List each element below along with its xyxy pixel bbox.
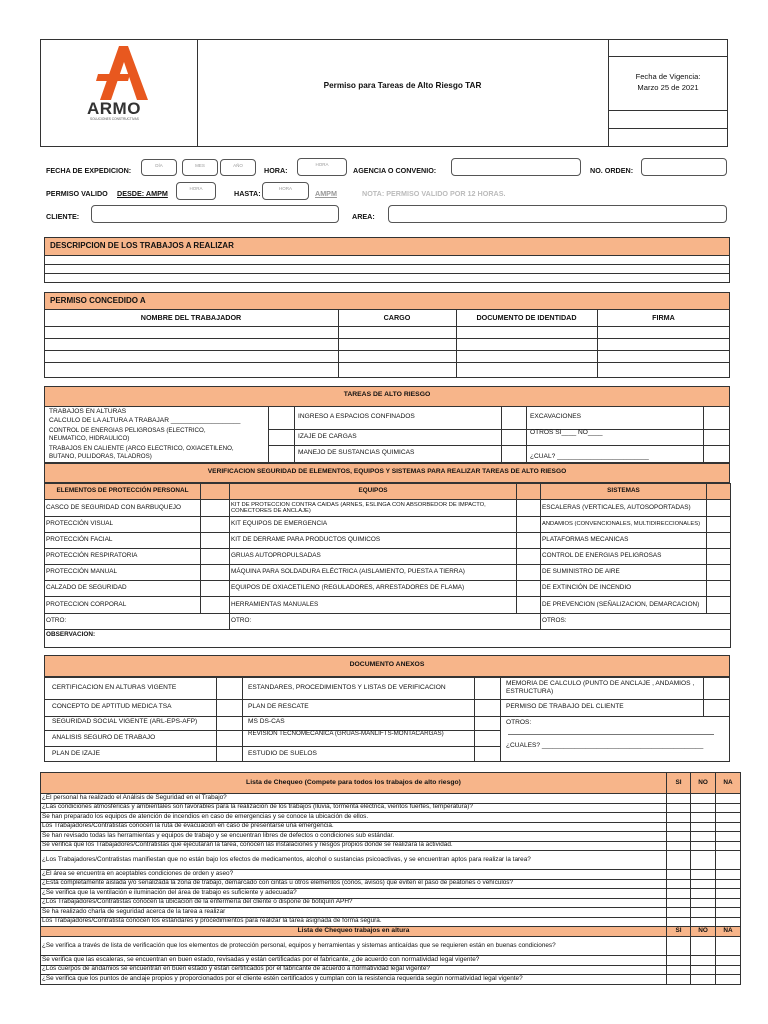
verificacion-title: VERIFICACION SEGURIDAD DE ELEMENTOS, EQUIPOS Y SISTEMAS PARA REALIZAR TAREAS DE ALTO RIESGO — [207, 468, 567, 475]
hora-field[interactable] — [297, 158, 347, 176]
tarea-energias-1: CONTROL DE ENERGIAS PELIGROSAS (ELECTRICO, — [49, 427, 206, 434]
dia-placeholder: DÍA — [155, 163, 163, 168]
checkbox-na[interactable] — [716, 975, 741, 985]
checkbox-cell[interactable] — [201, 517, 230, 533]
checkbox-no[interactable] — [691, 889, 716, 899]
equipo-item: KIT DE DERRAME PARA PRODUCTOS QUIMICOS — [230, 533, 517, 549]
epp-item: PROTECCION CORPORAL — [45, 597, 201, 614]
epp-item: CASCO DE SEGURIDAD CON BARBUQUEJO — [45, 500, 201, 517]
checkbox-no[interactable] — [691, 898, 716, 908]
hdr-si: SI — [667, 773, 691, 794]
fecha-label: FECHA DE EXPEDICION: — [46, 166, 132, 175]
anexo-permiso-cliente: PERMISO DE TRABAJO DEL CLIENTE — [506, 703, 624, 710]
cliente-field[interactable] — [91, 205, 339, 223]
desde-label: DESDE: AMPM — [117, 189, 168, 198]
checkbox-si[interactable] — [667, 851, 691, 870]
checkbox-no[interactable] — [691, 879, 716, 889]
epp-item: PROTECCIÓN VISUAL — [45, 517, 201, 533]
sistema-item: ANDAMIOS (CONVENCIONALES, MULTIDIRECCIONALES) — [541, 517, 707, 533]
checkbox-na[interactable] — [716, 822, 741, 832]
checkbox-si[interactable] — [667, 879, 691, 889]
checkbox-cell[interactable] — [201, 597, 230, 614]
checklist-altura-title: Lista de Chequeo trabajos en altura — [41, 927, 667, 937]
hdr-equipos: EQUIPOS — [230, 484, 517, 500]
anexo-ats: ANALISIS SEGURO DE TRABAJO — [52, 734, 156, 741]
equipo-item: KIT EQUIPOS DE EMERGENCIA — [230, 517, 517, 533]
sistema-item: DE PREVENCION (SEÑALIZACION, DEMARCACION) — [541, 597, 707, 614]
anexo-memoria: MEMORIA DE CALCULO (PUNTO DE ANCLAJE , ANDAMIOS , ESTRUCTURA) — [506, 680, 695, 695]
equipo-item: HERRAMIENTAS MANUALES — [230, 597, 517, 614]
epp-item: PROTECCIÓN FACIAL — [45, 533, 201, 549]
checkbox-no[interactable] — [691, 794, 716, 804]
checkbox-cell[interactable] — [517, 500, 541, 517]
hasta-label: HASTA: — [234, 189, 261, 198]
anexo-seguridad-social: SEGURIDAD SOCIAL VIGENTE (ARL-EPS-AFP) — [52, 718, 198, 725]
checklist-altura-item: ¿Se verifica a través de lista de verificación que los elementos de protección personal, equipos y herramientas y sistemas anticaídas que se requieren están en buenas condiciones? — [41, 937, 667, 956]
checkbox-no[interactable] — [691, 937, 716, 956]
checklist-altura-item: ¿Se verifica que los puntos de anclaje propios y proporcionados por el cliente estén certificados y cumplan con la resistencia requerida según normatividad legal vigente? — [41, 975, 667, 985]
checklist-altura-item: Se verifica que las escaleras, se encuentran en buen estado, revisadas y están certificadas por el fabricante, ¿de acuerdo con normatividad legal vigente? — [41, 956, 667, 966]
checkbox-na[interactable] — [716, 917, 741, 927]
sistema-item: ESCALERAS (VERTICALES, AUTOSOPORTADAS) — [541, 500, 707, 517]
checkbox-no[interactable] — [691, 822, 716, 832]
checkbox-na[interactable] — [716, 898, 741, 908]
checkbox-cell[interactable] — [517, 565, 541, 581]
checklist-item: Se verifica que los Trabajadores/Contratistas que ejecutaran la tarea, conocen las instalaciones y riesgos propios donde se realizará la actividad. — [41, 841, 667, 851]
tarea-calculo-altura: CALCULO DE LA ALTURA A TRABAJAR ___________________ — [49, 417, 241, 424]
page-title: Permiso para Tareas de Alto Riesgo TAR — [323, 81, 482, 90]
sistema-item: DE SUMINISTRO DE AIRE — [541, 565, 707, 581]
hdr-na: NA — [716, 773, 741, 794]
mes-placeholder: MES — [195, 163, 205, 168]
checkbox-na[interactable] — [716, 908, 741, 918]
desde-hora-field[interactable] — [176, 182, 216, 200]
orden-label: NO. ORDEN: — [590, 166, 634, 175]
hdr-no: NO — [691, 773, 716, 794]
checklist-table — [40, 772, 741, 985]
orden-field[interactable] — [641, 158, 727, 176]
checkbox-cell[interactable] — [517, 581, 541, 597]
tarea-otros: OTROS SI____ NO____ — [530, 429, 603, 436]
checkbox-na[interactable] — [716, 879, 741, 889]
checkbox-cell[interactable] — [707, 597, 731, 614]
checkbox-si[interactable] — [667, 975, 691, 985]
hdr-epp: ELEMENTOS DE PROTECCIÓN PERSONAL — [45, 484, 201, 500]
checkbox-si[interactable] — [667, 908, 691, 918]
descripcion-title: DESCRIPCION DE LOS TRABAJOS A REALIZAR — [50, 241, 234, 250]
logo-subtitle: SOLUCIONES CONSTRUCTIVAS — [90, 117, 139, 121]
checkbox-cell[interactable] — [201, 565, 230, 581]
checklist-item: ¿El personal ha realizado el Análisis de Seguridad en el Trabajo? — [41, 794, 667, 804]
equipo-item: EQUIPOS DE OXIACETILENO (REGULADORES, ARRESTADORES DE FLAMA) — [230, 581, 517, 597]
checkbox-cell[interactable] — [201, 581, 230, 597]
checklist-item: ¿Las condiciones atmosféricas y ambientales son favorables para la realización de los trabajos (lluvia, tormenta eléctrica, vientos fuertes, temperatura)? — [41, 803, 667, 813]
anexo-alturas: CERTIFICACION EN ALTURAS VIGENTE — [52, 684, 177, 691]
checkbox-cell[interactable] — [707, 549, 731, 565]
checkbox-si[interactable] — [667, 917, 691, 927]
anexo-rescate: PLAN DE RESCATE — [248, 703, 309, 710]
hdr-si-2: SI — [667, 927, 691, 937]
checkbox-na[interactable] — [716, 803, 741, 813]
checkbox-si[interactable] — [667, 822, 691, 832]
observacion-field[interactable]: OBSERVACION: — [45, 630, 731, 648]
anexo-tecnomecanica: REVISION TECNOMECANICA (GRUAS-MANLIFTS-MONTACARGAS) — [248, 730, 444, 737]
checkbox-cell[interactable] — [517, 549, 541, 565]
checkbox-no[interactable] — [691, 803, 716, 813]
checkbox-si[interactable] — [667, 956, 691, 966]
checkbox-na[interactable] — [716, 965, 741, 975]
sistema-item: CONTROL DE ENERGIAS PELIGROSAS — [541, 549, 707, 565]
equipo-item: GRUAS AUTOPROPULSADAS — [230, 549, 517, 565]
ano-field[interactable] — [220, 159, 256, 176]
checkbox-si[interactable] — [667, 813, 691, 823]
checkbox-cell[interactable] — [707, 533, 731, 549]
checkbox-cell[interactable] — [707, 581, 731, 597]
checkbox-na[interactable] — [716, 794, 741, 804]
checklist-item: ¿Se verifica que la ventilación e iluminación del área de trabajo es suficiente y adecuada? — [41, 889, 667, 899]
checklist-item: Se han revisado todas las herramientas y equipos de trabajo y se encuentran libres de defectos o condiciones sub estándar. — [41, 832, 667, 842]
cliente-label: CLIENTE: — [46, 212, 80, 221]
sistema-otros: OTROS: — [541, 614, 731, 630]
anexo-cuales: ¿CUALES? ____________________________________________ — [506, 742, 704, 749]
area-field[interactable] — [388, 205, 727, 223]
col-nombre: NOMBRE DEL TRABAJADOR — [140, 313, 242, 322]
epp-item: PROTECCIÓN RESPIRATORIA — [45, 549, 201, 565]
tarea-alturas: TRABAJOS EN ALTURAS — [49, 408, 127, 415]
area-label: AREA: — [352, 212, 375, 221]
anexo-suelos: ESTUDIO DE SUELOS — [248, 750, 317, 757]
tarea-confinados: INGRESO A ESPACIOS CONFINADOS — [298, 413, 415, 420]
checkbox-si[interactable] — [667, 841, 691, 851]
checkbox-no[interactable] — [691, 956, 716, 966]
epp-otro: OTRO: — [45, 614, 230, 630]
agencia-label: AGENCIA O CONVENIO: — [353, 166, 437, 175]
checklist-item: Los Trabajadores/Contratista conocen los estándares y procedimientos para realizar la tarea asignada de forma segura. — [41, 917, 667, 927]
armo-logo — [84, 44, 164, 124]
tarea-cual: ¿CUAL? _________________________ — [530, 453, 649, 460]
col-firma: FIRMA — [652, 313, 675, 322]
tarea-excavaciones: EXCAVACIONES — [530, 413, 582, 420]
checklist-item: Los Trabajadores/Contratistas conocen la ruta de evacuación en caso de presentarse una emergencia. — [41, 822, 667, 832]
checkbox-no[interactable] — [691, 832, 716, 842]
sistema-item: DE EXTINCIÓN DE INCENDIO — [541, 581, 707, 597]
anexo-aptitud: CONCEPTO DE APTITUD MEDICA TSA — [52, 703, 172, 710]
checkbox-cell[interactable] — [707, 565, 731, 581]
ano-placeholder: AÑO — [233, 163, 243, 168]
checkbox-na[interactable] — [716, 937, 741, 956]
checkbox-na[interactable] — [716, 870, 741, 880]
checklist-item: ¿Los Trabajadores/Contratistas manifiestan que no están bajo los efectos de medicamentos, alcohol o sustancias psicoactivas, y se encuentran aptos para realizar la tarea? — [41, 851, 667, 870]
tarea-energias-2: NEUMATICO, HIDRAULICO) — [49, 435, 130, 442]
checkbox-na[interactable] — [716, 841, 741, 851]
checkbox-na[interactable] — [716, 956, 741, 966]
tareas-title: TAREAS DE ALTO RIESGO — [343, 391, 431, 398]
checkbox-si[interactable] — [667, 803, 691, 813]
checklist-altura-item: ¿Los cuerpos de andamios se encuentran en buen estado y están certificados por el fabricante de acuerdo a normatividad legal vigente? — [41, 965, 667, 975]
checkbox-si[interactable] — [667, 965, 691, 975]
checkbox-na[interactable] — [716, 813, 741, 823]
ampm-label: AMPM — [315, 189, 337, 198]
checkbox-cell[interactable] — [201, 549, 230, 565]
logo-mark-icon — [84, 44, 164, 104]
checkbox-cell[interactable] — [707, 500, 731, 517]
anexo-msds: MS DS-CAS — [248, 718, 285, 725]
epp-item: PROTECCIÓN MANUAL — [45, 565, 201, 581]
permiso-title: PERMISO CONCEDIDO A — [50, 296, 146, 305]
checkbox-na[interactable] — [716, 832, 741, 842]
tarea-caliente-1: TRABAJOS EN CALIENTE (ARCO ELECTRICO, OXIACETILENO, — [49, 445, 234, 452]
checklist-item: ¿Los Trabajadores/Contratistas conocen la ubicación de la enfermería del cliente o dispone de botiquín APH? — [41, 898, 667, 908]
equipo-otro: OTRO: — [230, 614, 541, 630]
equipo-item: KIT DE PROTECCION CONTRA CAIDAS (ARNES, ESLINGA CON ABSORBEDOR DE IMPACTO, CONECTORES DE ANCLAJE) — [230, 500, 517, 517]
desde-hora-placeholder: HORA — [189, 186, 203, 191]
hdr-sistemas: SISTEMAS — [541, 484, 707, 500]
col-documento: DOCUMENTO DE IDENTIDAD — [476, 313, 577, 322]
tarea-caliente-2: BUTANO, PULIDORAS, TALADROS) — [49, 453, 152, 460]
mes-field[interactable] — [182, 159, 218, 176]
checkbox-na[interactable] — [716, 851, 741, 870]
hasta-hora-placeholder: HORA — [278, 186, 292, 191]
checkbox-na[interactable] — [716, 889, 741, 899]
dia-field[interactable] — [141, 159, 177, 176]
checkbox-no[interactable] — [691, 841, 716, 851]
checkbox-no[interactable] — [691, 870, 716, 880]
checklist-title: Lista de Chequeo (Compete para todos los trabajos de alto riesgo) — [41, 773, 667, 794]
checkbox-si[interactable] — [667, 832, 691, 842]
checkbox-no[interactable] — [691, 813, 716, 823]
checkbox-no[interactable] — [691, 908, 716, 918]
col-cargo: CARGO — [383, 313, 411, 322]
checkbox-cell[interactable] — [201, 500, 230, 517]
checkbox-no[interactable] — [691, 975, 716, 985]
checklist-item: Se han preparado los equipos de atención de incendios en caso de emergencias y se conoce la ubicación de ellos. — [41, 813, 667, 823]
hora-label: HORA: — [264, 166, 288, 175]
checkbox-si[interactable] — [667, 937, 691, 956]
checkbox-no[interactable] — [691, 965, 716, 975]
anexo-plan-izaje: PLAN DE IZAJE — [52, 750, 101, 757]
checkbox-cell[interactable] — [517, 597, 541, 614]
checkbox-si[interactable] — [667, 870, 691, 880]
hdr-no-2: NO — [691, 927, 716, 937]
checkbox-cell[interactable] — [707, 517, 731, 533]
checkbox-si[interactable] — [667, 898, 691, 908]
checkbox-cell[interactable] — [517, 517, 541, 533]
logo-text: ARMO — [87, 99, 141, 118]
checkbox-cell[interactable] — [201, 533, 230, 549]
checklist-item: ¿Está completamente aislada y/o señalizada la zona de trabajo, demarcado con cintas u otros elementos (conos, avisos) que eviten el paso de peatones o vehículos? — [41, 879, 667, 889]
hasta-hora-field[interactable] — [262, 182, 309, 200]
permiso-valido-label: PERMISO VALIDO — [46, 189, 108, 198]
anexos-title: DOCUMENTO ANEXOS — [349, 661, 425, 668]
checkbox-si[interactable] — [667, 889, 691, 899]
hora-placeholder: HORA — [315, 162, 329, 167]
checkbox-si[interactable] — [667, 794, 691, 804]
vigencia-label: Fecha de Vigencia: — [635, 72, 701, 81]
anexo-otros: OTROS: — [506, 719, 532, 726]
verificacion-table — [44, 483, 731, 648]
epp-item: CALZADO DE SEGURIDAD — [45, 581, 201, 597]
checklist-item: ¿El área se encuentra en aceptables condiciones de orden y aseo? — [41, 870, 667, 880]
tarea-izaje: IZAJE DE CARGAS — [298, 433, 357, 440]
checkbox-no[interactable] — [691, 917, 716, 927]
checklist-item: Se ha realizado charla de seguridad acerca de la tarea a realizar — [41, 908, 667, 918]
hdr-na-2: NA — [716, 927, 741, 937]
vigencia-date: Marzo 25 de 2021 — [637, 83, 699, 92]
checkbox-cell[interactable] — [517, 533, 541, 549]
anexo-estandares: ESTANDARES, PROCEDIMIENTOS Y LISTAS DE VERIFICACION — [248, 684, 446, 691]
tarea-quimicas: MANEJO DE SUSTANCIAS QUIMICAS — [298, 449, 415, 456]
equipo-item: MÁQUINA PARA SOLDADURA ELÉCTRICA (AISLAMIENTO, PUESTA A TIERRA) — [230, 565, 517, 581]
checkbox-no[interactable] — [691, 851, 716, 870]
nota-text: NOTA: PERMISO VALIDO POR 12 HORAS. — [362, 189, 506, 198]
agencia-field[interactable] — [451, 158, 581, 176]
sistema-item: PLATAFORMAS MECANICAS — [541, 533, 707, 549]
